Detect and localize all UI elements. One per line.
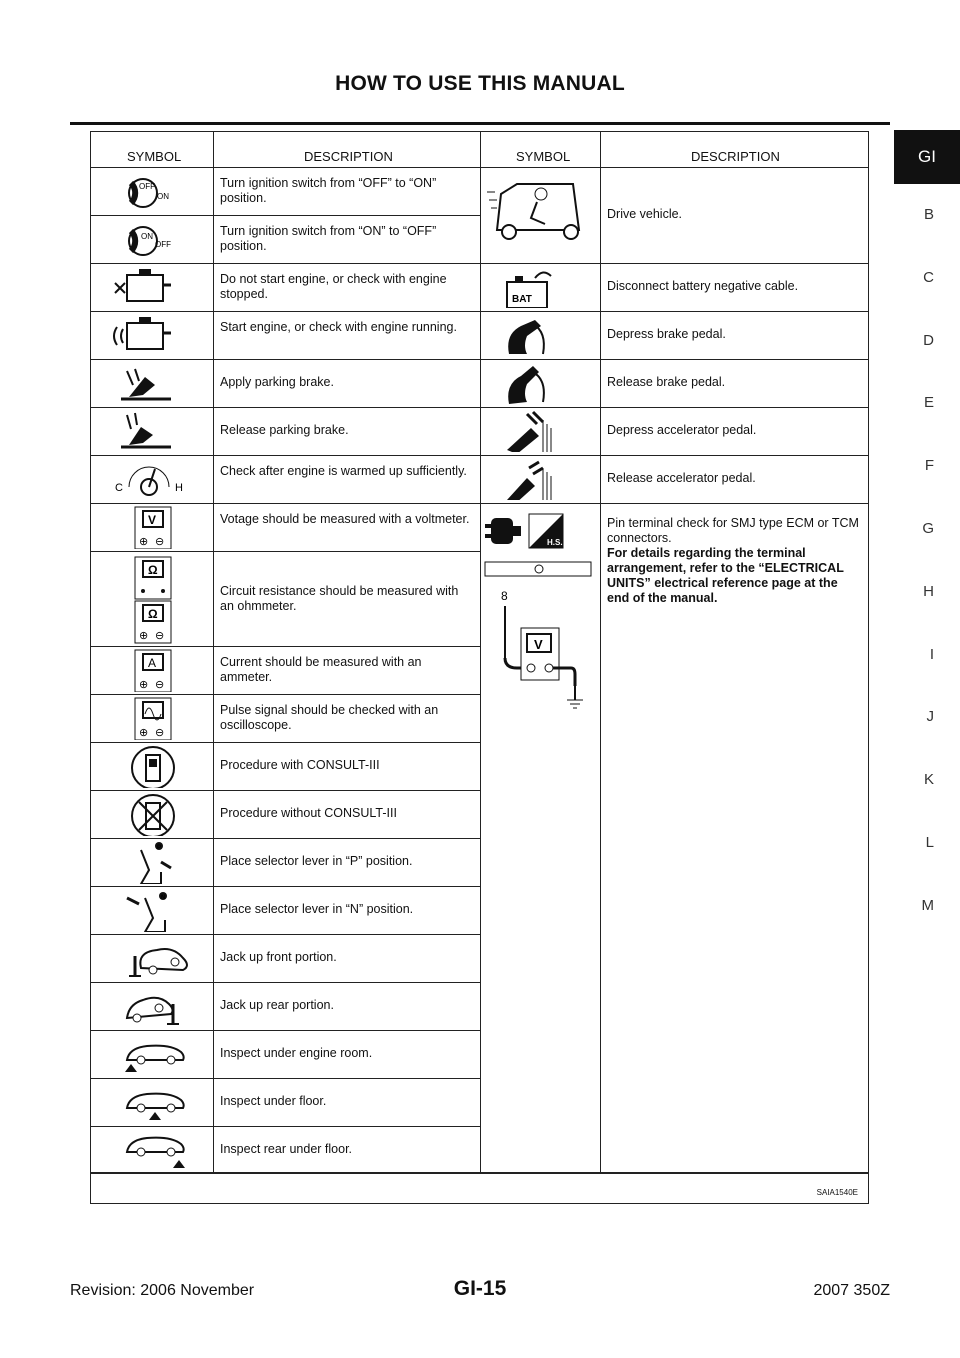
row-divider <box>91 551 480 552</box>
row-divider <box>91 934 480 935</box>
svg-text:⊕: ⊕ <box>139 679 149 691</box>
col-header-symbol-1: SYMBOL <box>127 149 182 164</box>
symbol-description: Drive vehicle. <box>607 207 683 221</box>
symbol-description: Depress accelerator pedal. <box>607 423 757 437</box>
temperature-gauge-icon <box>97 457 207 501</box>
row-divider <box>480 359 868 360</box>
row-divider <box>480 503 868 504</box>
page-number: GI-15 <box>453 1277 507 1300</box>
svg-text:Ω: Ω <box>148 563 158 577</box>
svg-text:⊕: ⊕ <box>139 536 149 548</box>
page-title: HOW TO USE THIS MANUAL <box>335 72 625 95</box>
row-divider <box>91 359 480 360</box>
svg-text:N: N <box>161 895 166 901</box>
row-divider <box>91 646 480 647</box>
symbol-description: Votage should be measured with a voltmeter. <box>220 512 470 526</box>
release-accelerator-icon <box>487 458 591 500</box>
side-tab-i[interactable]: I <box>929 645 934 663</box>
svg-text:⊕: ⊕ <box>139 630 149 642</box>
ignition-off-to-on-icon <box>97 169 207 213</box>
battery-icon <box>487 266 591 308</box>
row-divider <box>91 694 480 695</box>
symbol-description: Jack up rear portion. <box>220 998 334 1012</box>
row-divider <box>91 215 480 216</box>
row-divider <box>480 263 868 264</box>
svg-text:ON: ON <box>141 232 153 241</box>
symbol-description: Circuit resistance should be measured with an ohmmeter. <box>220 583 459 613</box>
symbol-description: Release accelerator pedal. <box>607 471 756 485</box>
row-divider <box>91 1078 480 1079</box>
symbol-description: Place selector lever in “N” position. <box>220 902 414 916</box>
row-divider <box>91 982 480 983</box>
depress-accelerator-icon <box>487 410 591 452</box>
col-header-symbol-2: SYMBOL <box>516 149 571 164</box>
symbol-description: Inspect under floor. <box>220 1094 327 1108</box>
symbol-description: Pulse signal should be checked with an oscilloscope. <box>220 703 439 732</box>
table-bottom-rule <box>91 1172 868 1174</box>
engine-stopped-icon <box>97 265 207 309</box>
selector-n-icon <box>97 888 207 932</box>
voltmeter-icon <box>97 505 207 549</box>
symbol-description: Start engine, or check with engine running. <box>220 320 457 334</box>
row-divider <box>91 407 480 408</box>
symbol-description: Place selector lever in “P” position. <box>220 854 413 868</box>
col-header-description-2: DESCRIPTION <box>691 149 780 164</box>
svg-text:⊖: ⊖ <box>155 630 165 642</box>
row-divider <box>91 311 480 312</box>
pin-check-text: Pin terminal check for SMJ type ECM or TCM connectors. <box>607 516 859 545</box>
symbol-description: Current should be measured with an ammeter. <box>220 655 422 684</box>
figure-code: SAIA1540E <box>816 1188 858 1197</box>
svg-text:OFF: OFF <box>155 240 171 249</box>
inspect-engine-room-icon <box>97 1032 207 1076</box>
svg-text:P: P <box>157 845 162 851</box>
depress-brake-icon <box>487 314 591 356</box>
ignition-on-to-off-icon <box>97 217 207 261</box>
drive-vehicle-icon <box>487 170 591 260</box>
row-divider <box>91 790 480 791</box>
side-tab-l[interactable]: L <box>925 834 934 851</box>
svg-text:C: C <box>115 482 123 494</box>
no-consult-icon <box>97 792 207 836</box>
title-rule <box>70 122 890 125</box>
ohmmeter-icon <box>97 553 207 644</box>
row-divider <box>91 886 480 887</box>
side-tab-g[interactable]: G <box>922 520 934 537</box>
symbol-description: Release brake pedal. <box>607 375 726 389</box>
symbol-description: Depress brake pedal. <box>607 327 726 341</box>
footer-revision: Revision: 2006 November <box>70 1282 255 1299</box>
pin-number: 8 <box>501 589 508 603</box>
pin-check-description <box>607 516 863 606</box>
release-parking-brake-icon <box>97 409 207 453</box>
symbol-description: Do not start engine, or check with engine stopped. <box>220 272 447 301</box>
svg-text:H: H <box>175 482 183 494</box>
jack-front-icon <box>97 936 207 980</box>
divider <box>213 132 214 1173</box>
hs-label: H.S. <box>547 538 563 547</box>
connector-icon <box>485 518 521 544</box>
pin-check-note: For details regarding the terminal arrangement, refer to the “ELECTRICAL UNITS” electrical reference page at the end of the manual. <box>607 546 844 605</box>
row-divider <box>480 455 868 456</box>
svg-text:⊕: ⊕ <box>139 727 149 739</box>
side-tab-h[interactable]: H <box>923 582 934 600</box>
hs-icon <box>529 514 563 548</box>
svg-text:OFF: OFF <box>139 182 155 191</box>
symbol-description: Check after engine is warmed up sufficiently. <box>220 464 467 478</box>
inspect-rear-floor-icon <box>97 1128 207 1172</box>
jack-rear-icon <box>97 984 207 1028</box>
meter-label: V <box>534 637 543 652</box>
side-tab-b[interactable]: B <box>923 206 934 223</box>
svg-text:Ω: Ω <box>148 607 158 621</box>
symbol-description: Inspect under engine room. <box>220 1046 373 1060</box>
svg-text:BAT: BAT <box>512 294 532 305</box>
divider <box>600 132 601 1173</box>
side-tab-active[interactable]: GI <box>894 130 960 184</box>
symbol-description: Apply parking brake. <box>220 375 334 389</box>
symbol-description: Turn ignition switch from “ON” to “OFF” position. <box>220 224 437 253</box>
apply-parking-brake-icon <box>97 361 207 405</box>
row-divider <box>91 838 480 839</box>
symbol-description: Disconnect battery negative cable. <box>607 279 799 293</box>
oscilloscope-icon <box>97 696 207 740</box>
footer-model: 2007 350Z <box>813 1282 890 1299</box>
ammeter-icon <box>97 648 207 692</box>
row-divider <box>91 1030 480 1031</box>
symbol-description: Turn ignition switch from “OFF” to “ON” position. <box>220 176 437 205</box>
row-divider <box>480 407 868 408</box>
side-tab-j[interactable]: J <box>926 708 934 726</box>
side-tab-d[interactable]: D <box>923 331 934 349</box>
svg-text:⊖: ⊖ <box>155 536 165 548</box>
svg-text:ON: ON <box>157 192 169 201</box>
consult-icon <box>97 744 207 788</box>
divider <box>480 132 481 1173</box>
symbol-description: Release parking brake. <box>220 423 349 437</box>
side-tab-c[interactable]: C <box>923 268 934 286</box>
row-divider <box>91 455 480 456</box>
row-divider <box>91 742 480 743</box>
selector-p-icon <box>97 840 207 884</box>
row-divider <box>91 503 480 504</box>
svg-text:V: V <box>148 513 157 527</box>
col-header-description-1: DESCRIPTION <box>304 149 393 164</box>
svg-text:⊖: ⊖ <box>155 679 165 691</box>
svg-text:A: A <box>148 656 157 670</box>
symbol-description: Procedure with CONSULT-III <box>220 758 380 772</box>
side-tab-m[interactable]: M <box>921 896 934 914</box>
release-brake-icon <box>487 362 591 404</box>
side-tab-f[interactable]: F <box>924 457 934 475</box>
row-divider <box>91 1126 480 1127</box>
symbol-table <box>90 131 869 1204</box>
symbol-description: Jack up front portion. <box>220 950 337 964</box>
row-divider <box>91 263 480 264</box>
symbol-description: Inspect rear under floor. <box>220 1142 353 1156</box>
row-divider <box>480 311 868 312</box>
pin-check-icon <box>483 510 597 720</box>
symbol-description: Procedure without CONSULT-III <box>220 806 397 820</box>
svg-text:⊖: ⊖ <box>155 727 165 739</box>
side-tab-k[interactable]: K <box>923 771 934 789</box>
side-tab-e[interactable]: E <box>923 394 934 412</box>
inspect-floor-icon <box>97 1080 207 1124</box>
engine-running-icon <box>97 313 207 357</box>
